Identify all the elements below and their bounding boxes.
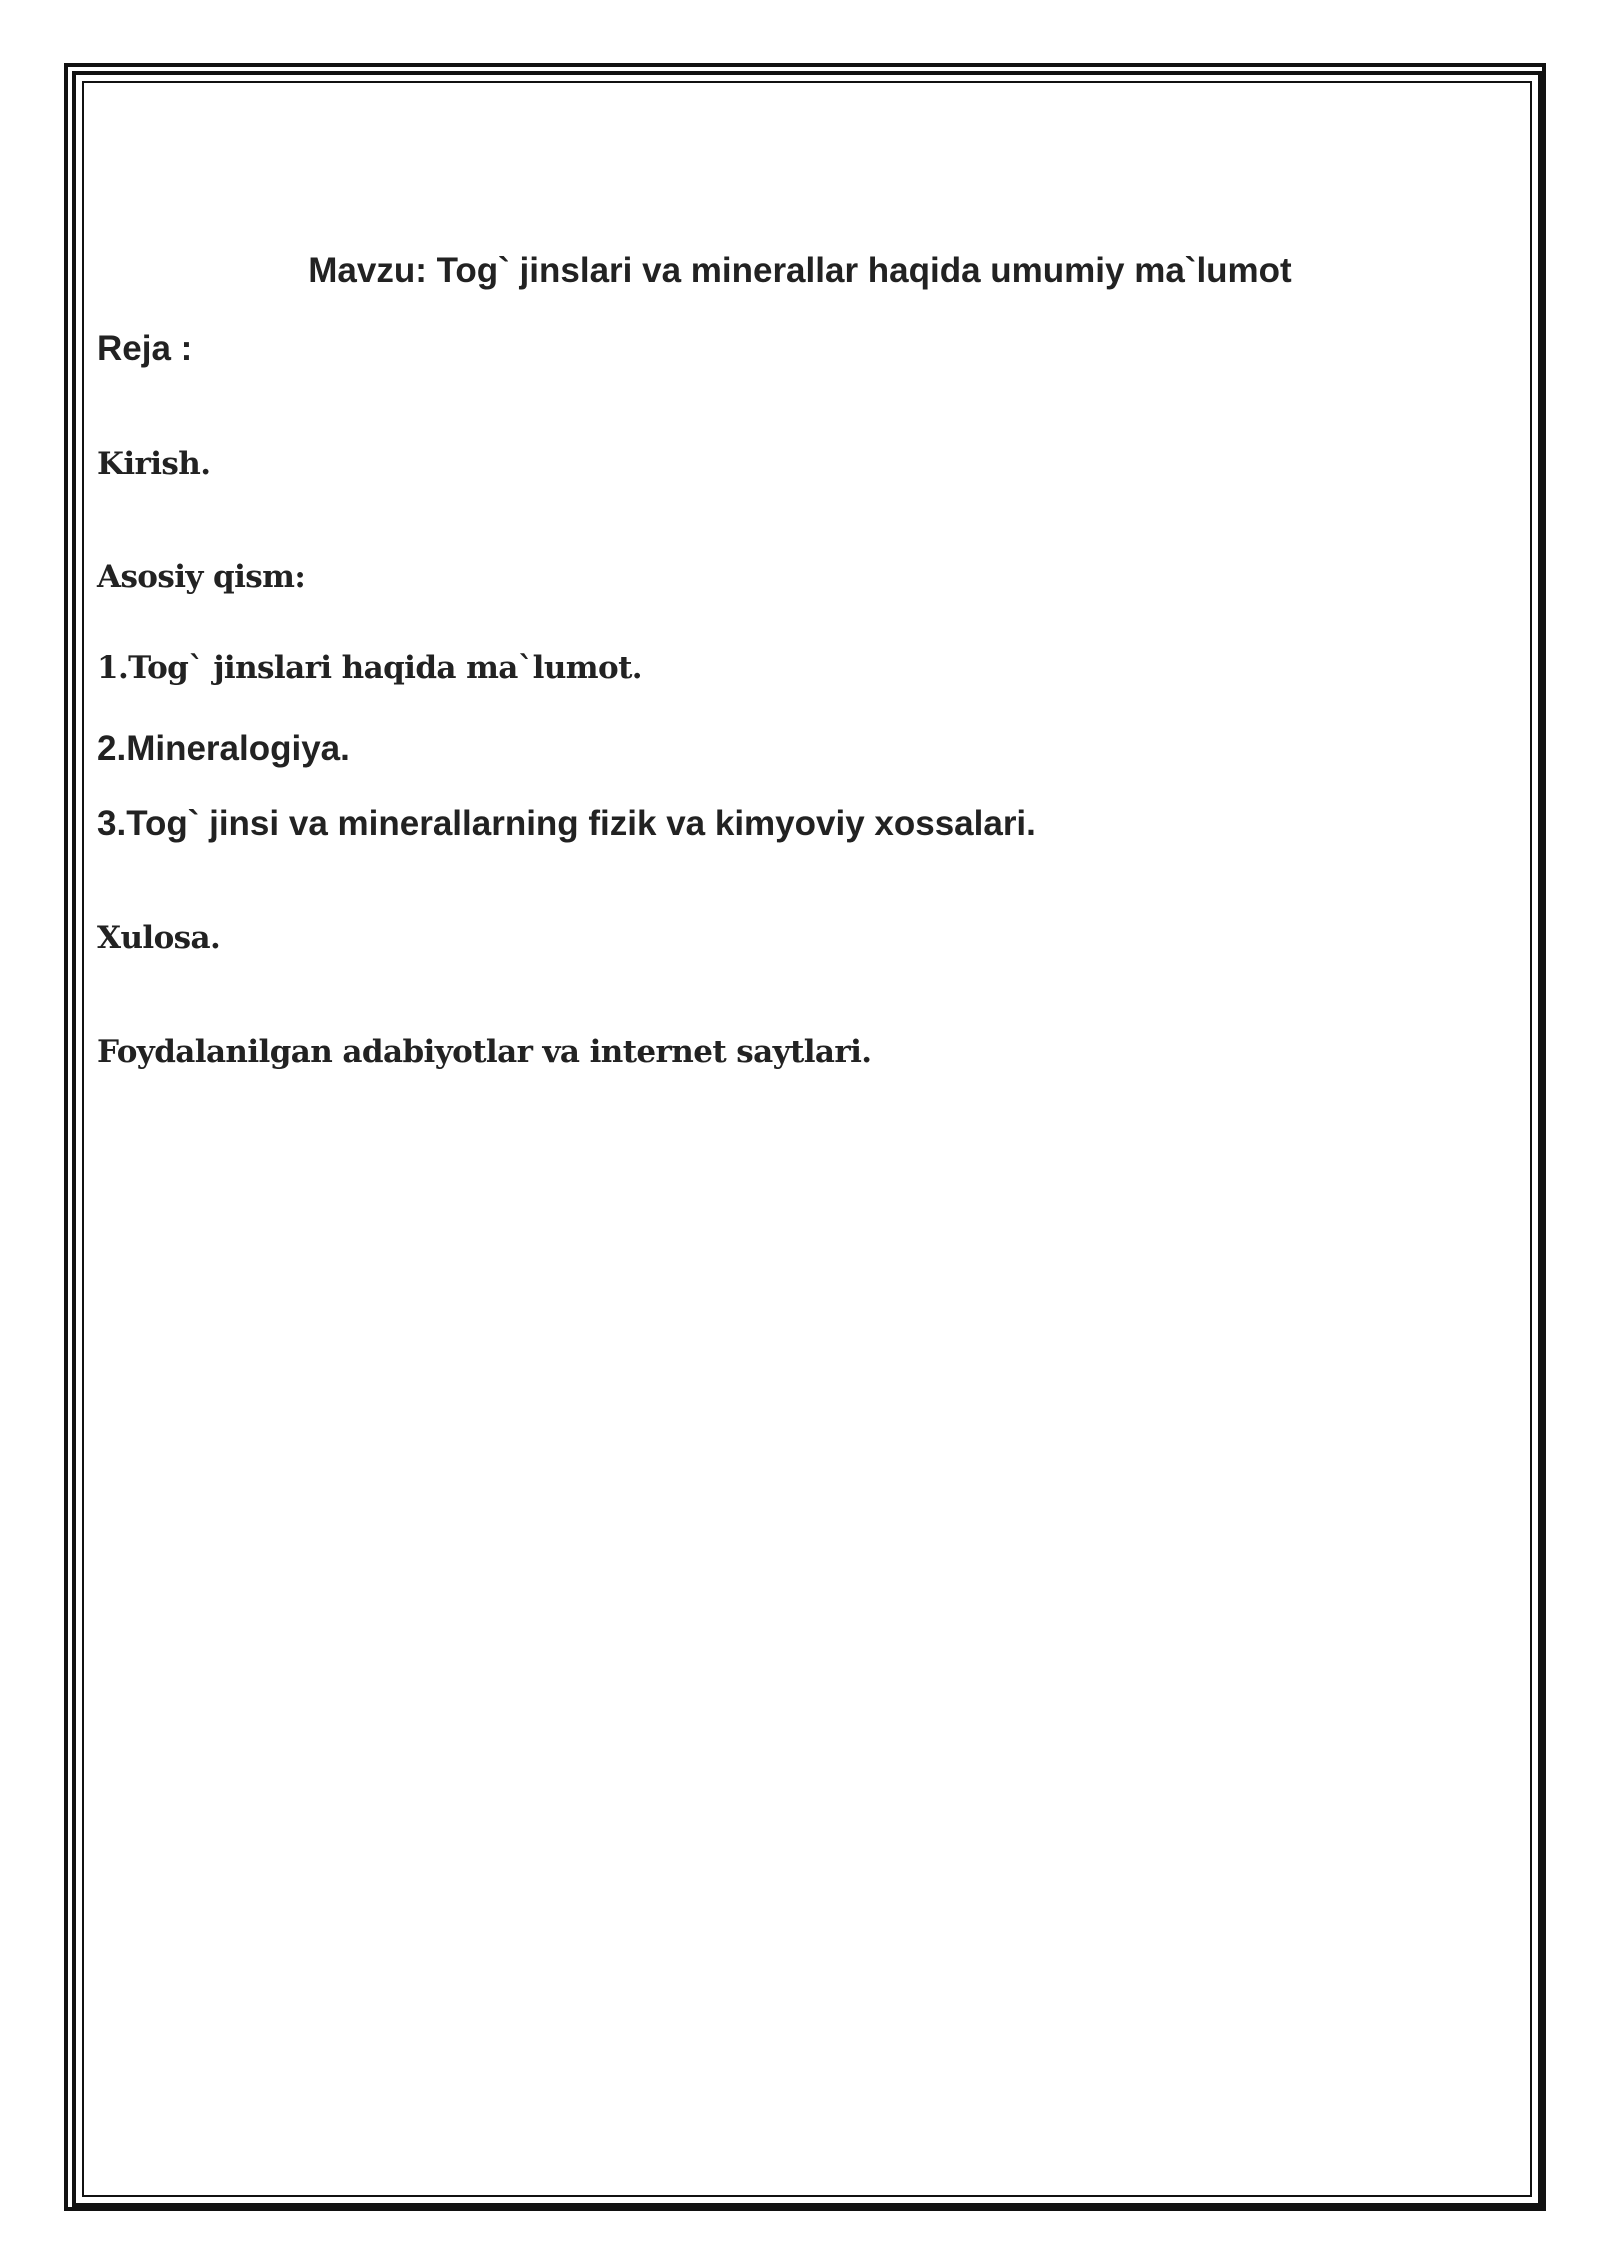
introduction-heading: Kirish. (97, 446, 211, 482)
page-border-inner (82, 81, 1532, 2197)
plan-item-1: 1.Tog` jinslari haqida ma`lumot. (97, 650, 642, 686)
plan-item-2: 2.Mineralogiya. (97, 729, 350, 768)
main-part-heading: Asosiy qism: (97, 559, 306, 595)
plan-label: Reja : (97, 329, 193, 368)
plan-item-3: 3.Tog` jinsi va minerallarning fizik va kimyoviy xossalari. (97, 804, 1036, 843)
references-heading: Foydalanilgan adabiyotlar va internet saytlari. (97, 1034, 872, 1070)
document-title: Mavzu: Tog` jinslari va minerallar haqida umumiy ma`lumot (308, 251, 1292, 290)
conclusion-heading: Xulosa. (97, 920, 221, 956)
